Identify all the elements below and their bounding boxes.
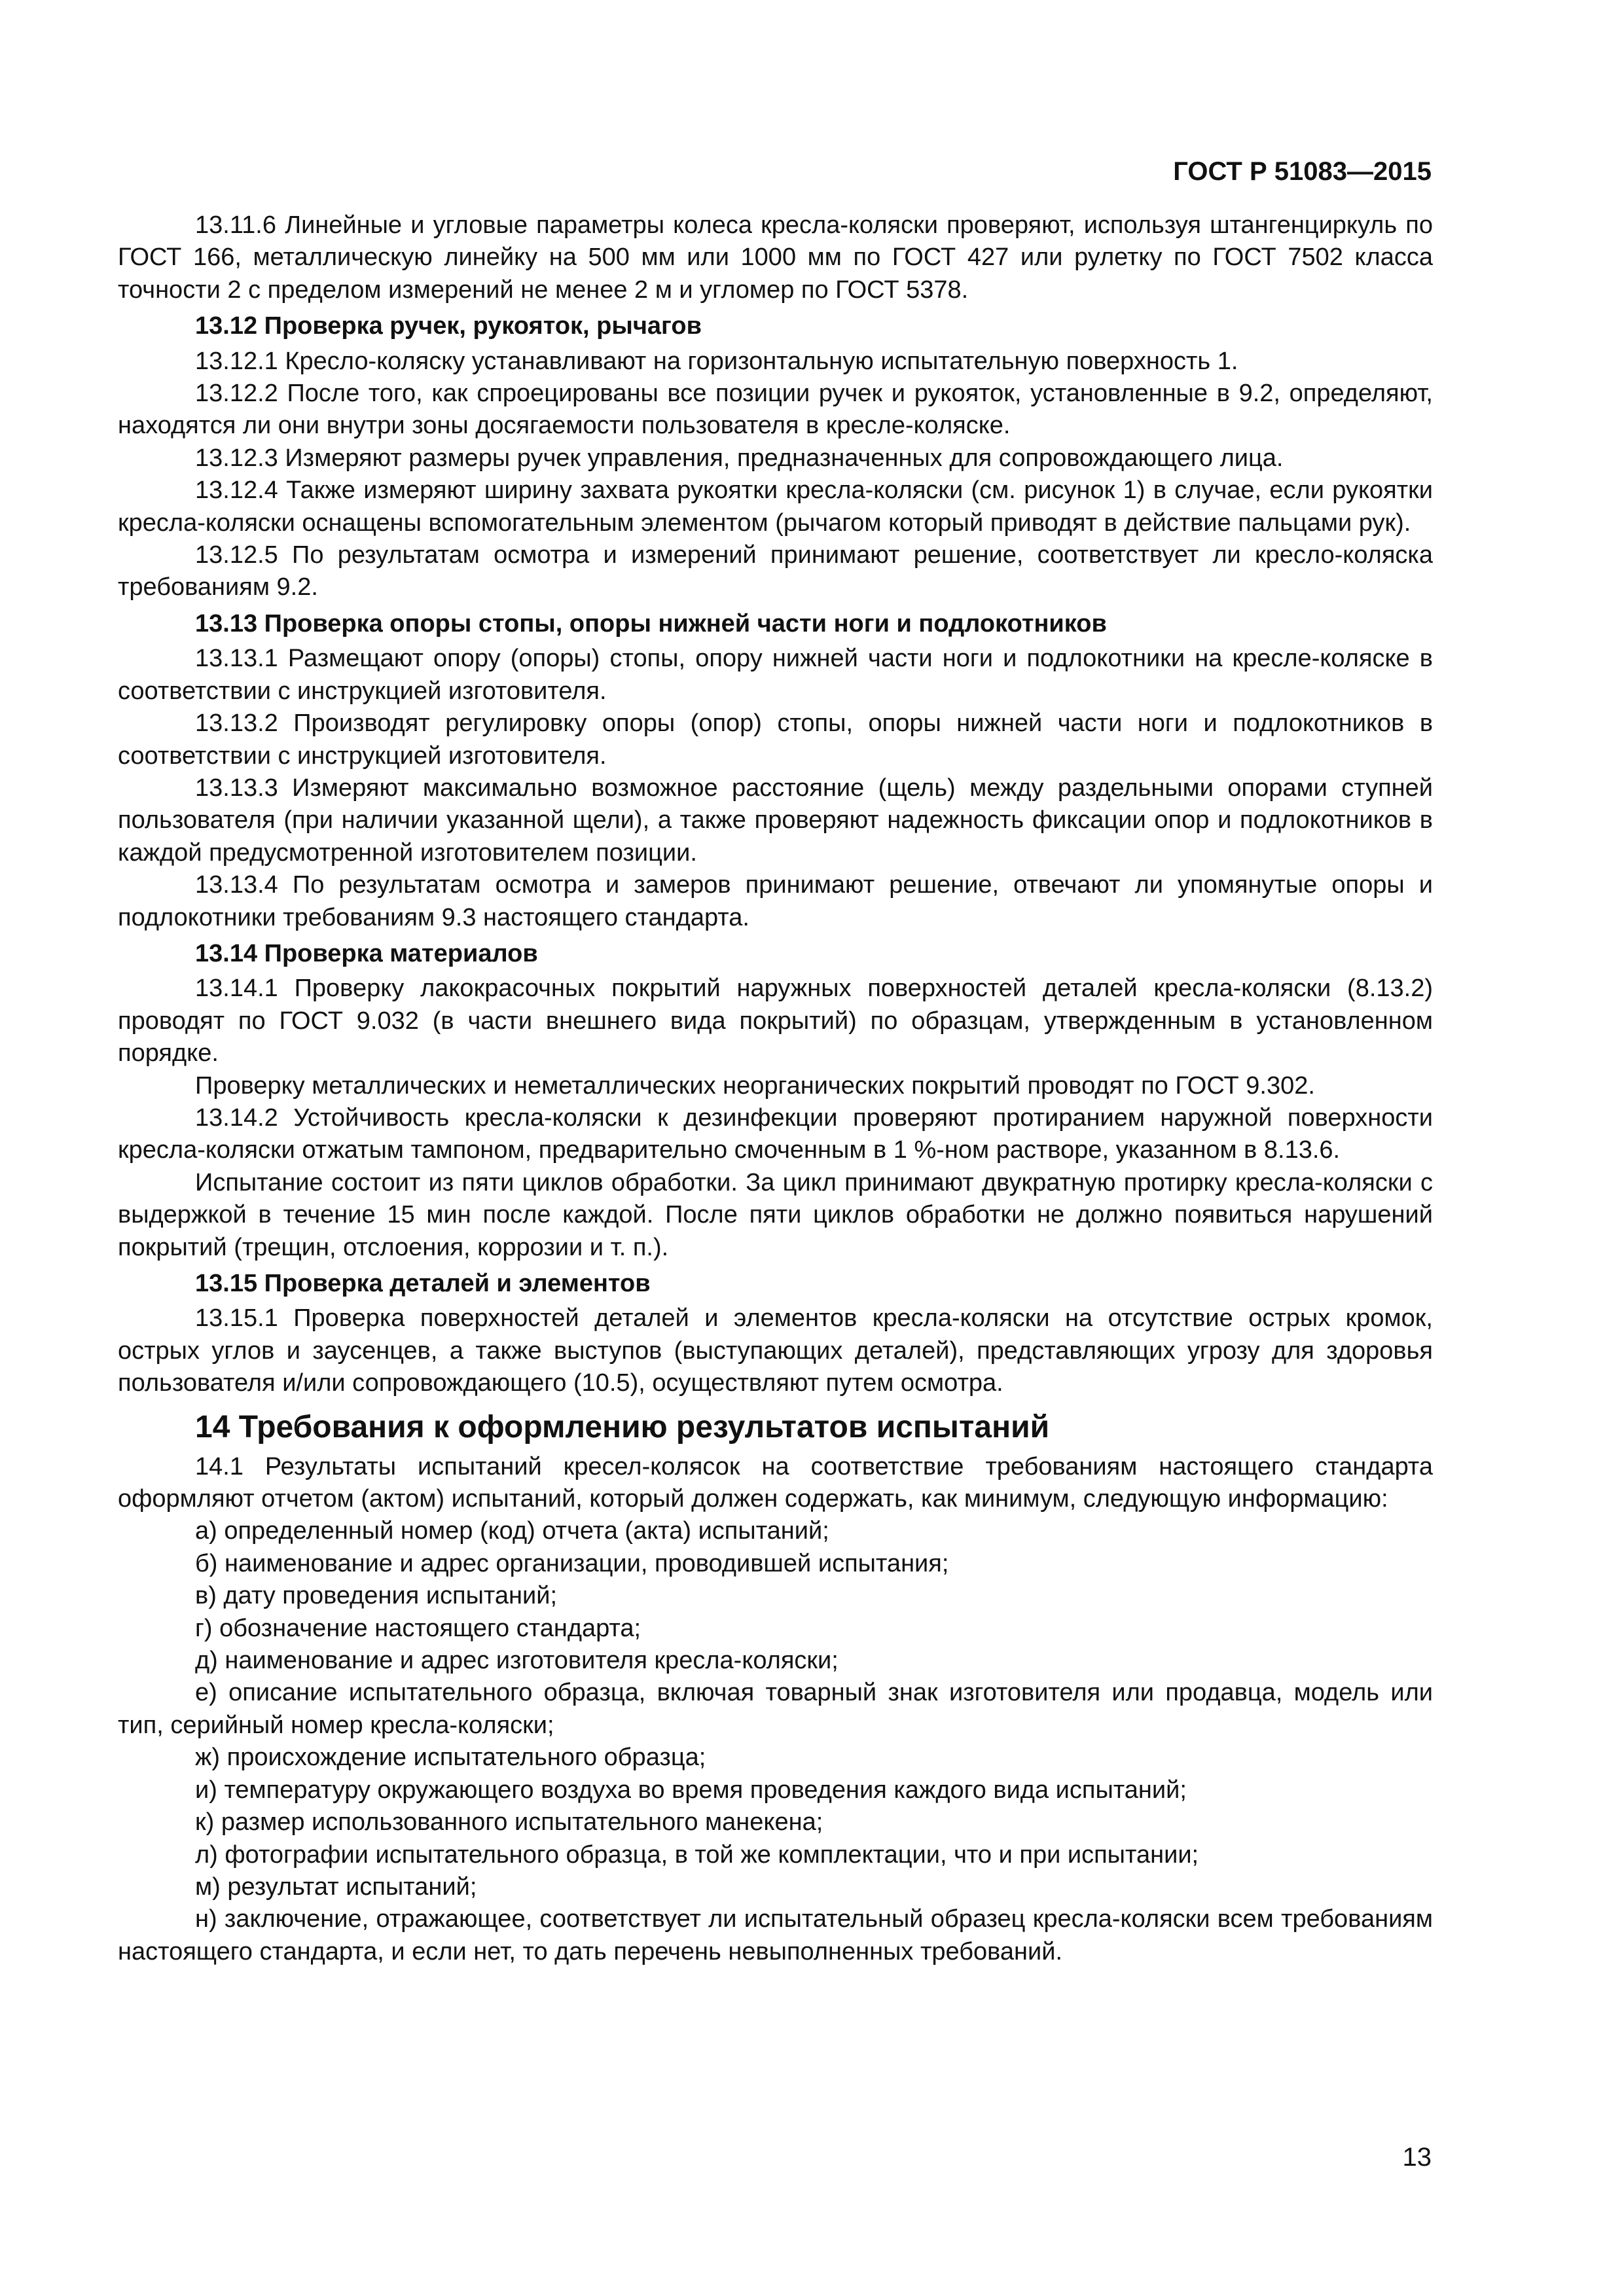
list-item: л) фотографии испытательного образца, в той же комплектации, что и при испытании; — [195, 1840, 1199, 1869]
list-item: м) результат испытаний; — [195, 1873, 477, 1901]
list-item: ж) происхождение испытательного образца; — [195, 1744, 706, 1772]
paragraph: 13.12.4 Также измеряют ширину захвата рукоятки кресла-коляски (см. рисунок 1) в случае, если рукоятки кресла-коляски оснащены вспомогательным элементом (рычагом который приводят в действие пальцами рук). — [118, 476, 1433, 537]
list-item: г) обозначение настоящего стандарта; — [195, 1614, 641, 1642]
subsection-heading: 13.15 Проверка деталей и элементов — [195, 1270, 651, 1297]
paragraph: 13.14.2 Устойчивость кресла-коляски к дезинфекции проверяют протиранием наружной поверхности кресла-коляски отжатым тампоном, предварительно смоченным в 1 %-ном растворе, указанном в 8.13.6. — [118, 1103, 1433, 1164]
page-number: 13 — [1402, 2143, 1432, 2172]
paragraph: 13.13.3 Измеряют максимально возможное расстояние (щель) между раздельными опорами ступней пользователя (при наличии указанной щели), а также проверяют надежность фиксации опор и подлокотников в каждой предусмотренной изготовителем позиции. — [118, 774, 1433, 867]
standard-header: ГОСТ Р 51083—2015 — [1173, 157, 1432, 186]
list-item: д) наименование и адрес изготовителя кресла-коляски; — [195, 1647, 839, 1675]
list-item: к) размер использованного испытательного манекена; — [195, 1808, 823, 1837]
list-item: а) определенный номер (код) отчета (акта) испытаний; — [195, 1517, 829, 1545]
list-item: б) наименование и адрес организации, проводившей испытания; — [195, 1549, 949, 1577]
paragraph: 13.11.6 Линейные и угловые параметры колеса кресла-коляски проверяют, используя штангенциркуль по ГОСТ 166, металлическую линейку на 500 мм или 1000 мм по ГОСТ 427 или рулетку по ГОСТ 7502 класса точности 2 с пределом измерений не менее 2 м и угломер по ГОСТ 5378. — [118, 211, 1433, 304]
paragraph: 13.15.1 Проверка поверхностей деталей и элементов кресла-коляски на отсутствие острых кромок, острых углов и заусенцев, а также выступов (выступающих деталей), представляющих угрозу для здоровья пользователя и/или сопровождающего (10.5), осуществляют путем осмотра. — [118, 1304, 1433, 1397]
paragraph: Проверку металлических и неметаллических неорганических покрытий проводят по ГОСТ 9.302. — [195, 1071, 1315, 1100]
list-item: и) температуру окружающего воздуха во время проведения каждого вида испытаний; — [195, 1776, 1187, 1804]
subsection-heading: 13.13 Проверка опоры стопы, опоры нижней части ноги и подлокотников — [195, 609, 1107, 637]
paragraph: 14.1 Результаты испытаний кресел-колясок на соответствие требованиям настоящего стандарта оформляют отчетом (актом) испытаний, который должен содержать, как минимум, следующую информацию: — [118, 1452, 1433, 1513]
paragraph: 13.12.3 Измеряют размеры ручек управления, предназначенных для сопровождающего лица. — [195, 444, 1284, 472]
subsection-heading: 13.12 Проверка ручек, рукояток, рычагов — [195, 312, 702, 340]
paragraph: 13.12.1 Кресло-коляску устанавливают на горизонтальную испытательную поверхность 1. — [195, 347, 1238, 375]
list-item: н) заключение, отражающее, соответствует ли испытательный образец кресла-коляски всем требованиям настоящего стандарта, и если нет, то дать перечень невыполненных требований. — [118, 1905, 1433, 1965]
paragraph: 13.12.2 После того, как спроецированы все позиции ручек и рукояток, установленные в 9.2, определяют, находятся ли они внутри зоны досягаемости пользователя в кресле-коляске. — [118, 380, 1433, 440]
paragraph: 13.13.2 Производят регулировку опоры (опор) стопы, опоры нижней части ноги и подлокотников в соответствии с инструкцией изготовителя. — [118, 709, 1433, 770]
section-heading: 14 Требования к оформлению результатов испытаний — [195, 1409, 1050, 1444]
document-body — [118, 209, 1433, 1968]
paragraph: 13.12.5 По результатам осмотра и измерений принимают решение, соответствует ли кресло-коляска требованиям 9.2. — [118, 541, 1433, 601]
list-item: в) дату проведения испытаний; — [195, 1582, 558, 1610]
paragraph: 13.14.1 Проверку лакокрасочных покрытий наружных поверхностей деталей кресла-коляски (8.13.2) проводят по ГОСТ 9.032 (в части внешнего вида покрытий) по образцам, утвержденным в установленном порядке. — [118, 975, 1433, 1067]
paragraph: Испытание состоит из пяти циклов обработки. За цикл принимают двукратную протирку кресла-коляски с выдержкой в течение 15 мин после каждой. После пяти циклов обработки не должно появиться нарушений покрытий (трещин, отслоения, коррозии и т. п.). — [118, 1168, 1433, 1261]
paragraph: 13.13.1 Размещают опору (опоры) стопы, опору нижней части ноги и подлокотники на кресле-коляске в соответствии с инструкцией изготовителя. — [118, 645, 1433, 705]
subsection-heading: 13.14 Проверка материалов — [195, 939, 538, 967]
list-item: е) описание испытательного образца, включая товарный знак изготовителя или продавца, модель или тип, серийный номер кресла-коляски; — [118, 1679, 1433, 1739]
paragraph: 13.13.4 По результатам осмотра и замеров принимают решение, отвечают ли упомянутые опоры и подлокотники требованиям 9.3 настоящего стандарта. — [118, 871, 1433, 931]
